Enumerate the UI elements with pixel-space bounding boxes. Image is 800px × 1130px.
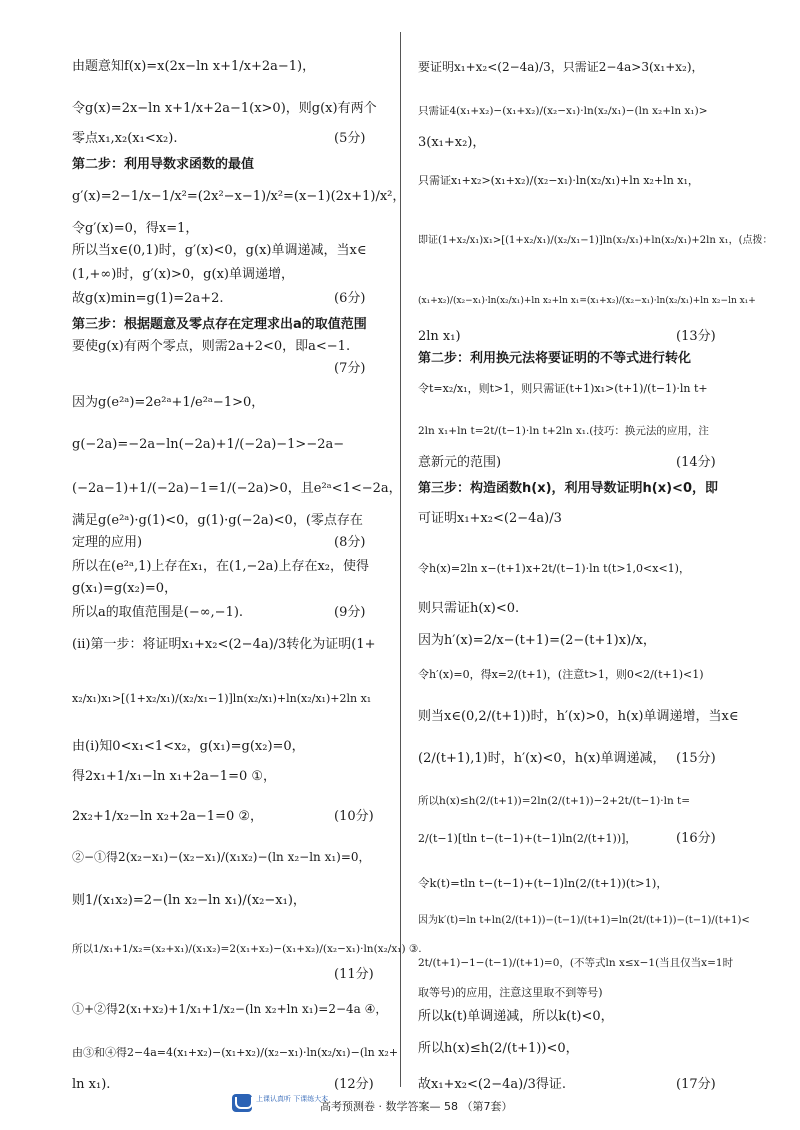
score-label: (12分) — [334, 1077, 374, 1092]
text-line: 由③和④得2−4a=4(x₁+x₂)−(x₁+x₂)/(x₂−x₁)·ln(x₂/x₁)−(ln x₂+ — [72, 1046, 399, 1059]
text-line: 只需证x₁+x₂>(x₁+x₂)/(x₂−x₁)·ln(x₂/x₁)+ln x₂+ln x₁， — [418, 174, 699, 187]
text-line: 意新元的范围) — [418, 455, 502, 470]
text-line: x₂/x₁)x₁>[(1+x₂/x₁)/(x₂/x₁−1)]ln(x₂/x₁)+ln(x₂/x₁)+2ln x₁ — [72, 692, 372, 705]
score-label: (8分) — [334, 535, 366, 550]
step-heading: 第三步：构造函数h(x)，利用导数证明h(x)<0，即 — [418, 481, 718, 496]
text-line: 令t=x₂/x₁，则t>1，则只需证(t+1)x₁>(t+1)/(t−1)·ln t+ — [418, 382, 708, 395]
text-line: 取等号)的应用，注意这里取不到等号) — [418, 986, 603, 999]
text-line: 因为h′(x)=2/x−(t+1)=(2−(t+1)x)/x， — [418, 633, 656, 648]
score-label: (16分) — [676, 831, 716, 846]
text-line: 3(x₁+x₂)， — [418, 135, 486, 150]
score-label: (9分) — [334, 605, 366, 620]
text-line: 所以k(t)单调递减，所以k(t)<0， — [418, 1009, 614, 1024]
text-line: 可证明x₁+x₂<(2−4a)/3 — [418, 511, 562, 526]
score-label: (11分) — [334, 967, 374, 982]
page-footer: 高考预测卷 · 数学答案— 58 （第7套） — [320, 1100, 513, 1113]
score-label: (17分) — [676, 1077, 716, 1092]
text-line: g(x₁)=g(x₂)=0， — [72, 581, 178, 596]
score-label: (10分) — [334, 809, 374, 824]
text-line: ①+②得2(x₁+x₂)+1/x₁+1/x₂−(ln x₂+ln x₁)=2−4a ④， — [72, 1002, 388, 1016]
text-line: 因为g(e²ᵃ)=2e²ᵃ+1/e²ᵃ−1>0， — [72, 395, 265, 410]
text-line: g′(x)=2−1/x−1/x²=(2x²−x−1)/x²=(x−1)(2x+1)/x²， — [72, 189, 406, 204]
text-line: (2/(t+1),1)时，h′(x)<0，h(x)单调递减， — [418, 751, 666, 766]
text-line: (1,+∞)时，g′(x)>0，g(x)单调递增， — [72, 267, 294, 282]
text-line: g(−2a)=−2a−ln(−2a)+1/(−2a)−1>−2a− — [72, 437, 345, 452]
text-line: 零点x₁,x₂(x₁<x₂). — [72, 131, 178, 146]
text-line: 所以在(e²ᵃ,1)上存在x₁，在(1,−2a)上存在x₂，使得 — [72, 559, 370, 574]
text-line: 2x₂+1/x₂−ln x₂+2a−1=0 ②， — [72, 809, 264, 824]
step-heading: 第三步：根据题意及零点存在定理求出a的取值范围 — [72, 317, 367, 332]
text-line: 令g(x)=2x−ln x+1/x+2a−1(x>0)，则g(x)有两个 — [72, 101, 377, 116]
text-line: 满足g(e²ᵃ)·g(1)<0，g(1)·g(−2a)<0，(零点存在 — [72, 513, 363, 528]
text-line: 因为k′(t)=ln t+ln(2/(t+1))−(t−1)/(t+1)=ln(2t/(t+1))−(t−1)/(t+1)< — [418, 915, 750, 926]
text-line: (x₁+x₂)/(x₂−x₁)·ln(x₂/x₁)+ln x₂+ln x₁=(x₁+x₂)/(x₂−x₁)·ln(x₂/x₁)+ln x₂−ln x₁+ — [418, 296, 756, 306]
text-line: 令g′(x)=0，得x=1， — [72, 221, 199, 236]
score-label: (13分) — [676, 329, 716, 344]
score-label: (6分) — [334, 291, 366, 306]
text-line: 由题意知f(x)=x(2x−ln x+1/x+2a−1)， — [72, 59, 316, 74]
text-line: 即证(1+x₂/x₁)x₁>[(1+x₂/x₁)/(x₂/x₁−1)]ln(x₂/x₁)+ln(x₂/x₁)+2ln x₁，(点拨： — [418, 235, 773, 246]
text-line: 2/(t−1)[tln t−(t−1)+(t−1)ln(2/(t+1))]， — [418, 832, 637, 845]
text-line: 所以1/x₁+1/x₂=(x₂+x₁)/(x₁x₂)=2(x₁+x₂)−(x₁+x₂)/(x₂−x₁)·ln(x₂/x₁) ③. — [72, 943, 422, 955]
score-label: (15分) — [676, 751, 716, 766]
text-line: 得2x₁+1/x₁−ln x₁+2a−1=0 ①， — [72, 769, 277, 784]
text-line: 令k(t)=tln t−(t−1)+(t−1)ln(2/(t+1))(t>1)， — [418, 876, 668, 890]
score-label: (5分) — [334, 131, 366, 146]
step-heading: 第二步：利用换元法将要证明的不等式进行转化 — [418, 351, 692, 366]
text-line: 2ln x₁) — [418, 329, 461, 344]
text-line: 令h(x)=2ln x−(t+1)x+2t/(t−1)·ln t(t>1,0<x<1)， — [418, 562, 690, 575]
text-line: 只需证4(x₁+x₂)−(x₁+x₂)/(x₂−x₁)·ln(x₂/x₁)−(ln x₂+ln x₁)> — [418, 105, 708, 117]
text-line: 故g(x)min=g(1)=2a+2. — [72, 291, 224, 306]
text-line: 要证明x₁+x₂<(2−4a)/3，只需证2−4a>3(x₁+x₂)， — [418, 60, 704, 74]
step-heading: 第二步：利用导数求函数的最值 — [72, 157, 255, 172]
text-line: 2t/(t+1)−1−(t−1)/(t+1)=0，(不等式ln x≤x−1(当且仅当x=1时 — [418, 957, 734, 969]
text-line: 要使g(x)有两个零点，则需2a+2<0，即a<−1. — [72, 339, 351, 354]
text-line: 由(ⅰ)知0<x₁<1<x₂，g(x₁)=g(x₂)=0， — [72, 739, 305, 754]
text-line: 则当x∈(0,2/(t+1))时，h′(x)>0，h(x)单调递增，当x∈ — [418, 709, 739, 724]
text-line: 则只需证h(x)<0. — [418, 601, 520, 616]
text-line: 故x₁+x₂<(2−4a)/3得证. — [418, 1077, 566, 1092]
text-line: 所以a的取值范围是(−∞,−1). — [72, 605, 244, 620]
text-line: 令h′(x)=0，得x=2/(t+1)，(注意t>1，则0<2/(t+1)<1) — [418, 668, 704, 681]
brand-slogan: 上课认真听 下课练大本 — [256, 1095, 329, 1103]
text-line: 所以h(x)≤h(2/(t+1))<0， — [418, 1041, 579, 1056]
text-line: 则1/(x₁x₂)=2−(ln x₂−ln x₁)/(x₂−x₁)， — [72, 893, 306, 908]
text-line: ln x₁). — [72, 1077, 111, 1092]
publisher-logo-icon — [232, 1094, 254, 1114]
score-label: (7分) — [334, 361, 366, 376]
text-line: 所以当x∈(0,1)时，g′(x)<0，g(x)单调递减，当x∈ — [72, 243, 367, 258]
text-line: ②−①得2(x₂−x₁)−(x₂−x₁)/(x₁x₂)−(ln x₂−ln x₁)=0， — [72, 850, 371, 864]
text-line: 所以h(x)≤h(2/(t+1))=2ln(2/(t+1))−2+2t/(t−1)·ln t= — [418, 795, 691, 807]
text-line: 2ln x₁+ln t=2t/(t−1)·ln t+2ln x₁.(技巧：换元法的应用，注 — [418, 425, 709, 437]
text-line: (−2a−1)+1/(−2a)−1=1/(−2a)>0，且e²ᵃ<1<−2a， — [72, 481, 402, 496]
text-line: (ⅱ)第一步：将证明x₁+x₂<(2−4a)/3转化为证明(1+ — [72, 637, 376, 652]
score-label: (14分) — [676, 455, 716, 470]
text-line: 定理的应用) — [72, 535, 143, 550]
